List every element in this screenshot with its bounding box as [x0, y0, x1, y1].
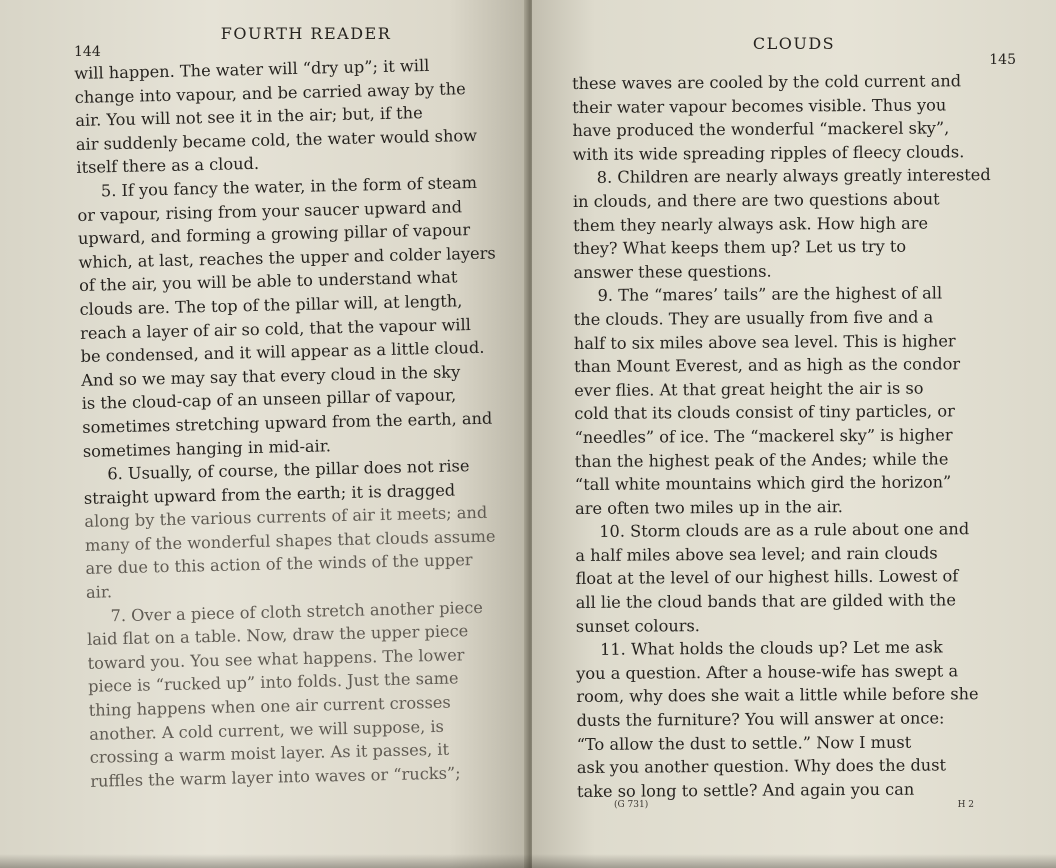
- text-line: sometimes stretching upward from the earth, and: [82, 408, 493, 437]
- text-line: ever flies. At that great height the air is so: [574, 378, 924, 400]
- text-line: ask you another question. Why does the dust: [576, 755, 947, 778]
- signature-mark: (G 731): [614, 800, 649, 810]
- text-line: sunset colours.: [575, 615, 700, 636]
- text-line: of the air, you will be able to understand what: [78, 267, 458, 296]
- text-line: they? What keeps them up? Let us try to: [573, 236, 907, 259]
- text-line: are often two miles up in the air.: [574, 496, 843, 518]
- text-line: a half miles above sea level; and rain clouds: [575, 543, 938, 565]
- text-line: room, why does she wait a little while before she: [576, 684, 979, 707]
- text-line: cold that its clouds consist of tiny particles, or: [574, 401, 955, 424]
- paragraph-7-start: 7. Over a piece of cloth stretch another piece: [110, 597, 484, 625]
- text-line: is the cloud-cap of an unseen pillar of vapour,: [81, 385, 457, 414]
- page-edge-shadow: [0, 854, 1056, 868]
- text-line: “needles” of ice. The “mackerel sky” is higher: [574, 425, 953, 447]
- paragraph-10-start: 10. Storm clouds are as a rule about one and: [599, 519, 970, 542]
- text-line: their water vapour becomes visible. Thus you: [572, 94, 947, 117]
- right-page-header: [572, 34, 1016, 72]
- signature-letter: H 2: [957, 800, 974, 810]
- running-title-fourth-reader: FOURTH READER: [220, 24, 392, 43]
- page-number-145: 145: [989, 52, 1016, 68]
- text-line: all lie the cloud bands that are gilded with the: [575, 590, 956, 613]
- text-line: float at the level of our highest hills. Lowest of: [575, 566, 959, 589]
- text-line: which, at last, reaches the upper and colder layers: [78, 243, 496, 272]
- text-line: half to six miles above sea level. This is higher: [573, 330, 956, 353]
- text-line: along by the various currents of air it meets; and: [84, 503, 488, 532]
- text-line: clouds are. The top of the pillar will, at length,: [79, 291, 463, 319]
- text-line: many of the wonderful shapes that clouds assume: [84, 526, 496, 555]
- text-line: sometimes hanging in mid-air.: [82, 435, 332, 461]
- text-line: air. You will not see it in the air; but, if the: [75, 103, 423, 131]
- text-line: “To allow the dust to settle.” Now I must: [576, 732, 912, 754]
- text-line: these waves are cooled by the cold current and: [572, 71, 962, 93]
- paragraph-9-start: 9. The “mares’ tails” are the highest of all: [597, 283, 943, 306]
- text-line: be condensed, and it will appear as a little cloud.: [80, 337, 485, 367]
- text-line: change into vapour, and be carried away by the: [74, 78, 466, 107]
- text-line: with its wide spreading ripples of fleecy clouds.: [572, 142, 965, 164]
- text-line: answer these questions.: [573, 261, 772, 282]
- paragraph-6-start: 6. Usually, of course, the pillar does not rise: [107, 456, 470, 484]
- text-line: will happen. The water will “dry up”; it will: [74, 55, 430, 83]
- text-line: toward you. You see what happens. The lower: [87, 645, 465, 673]
- right-page: [532, 0, 1056, 868]
- text-line: air.: [85, 582, 113, 602]
- right-page-text: [572, 69, 1021, 803]
- text-line: than Mount Everest, and as high as the condor: [573, 354, 961, 377]
- page-number-144: 144: [74, 44, 101, 60]
- text-line: them they nearly always ask. How high are: [573, 213, 929, 235]
- text-line: or vapour, rising from your saucer upward and: [77, 196, 463, 225]
- text-line: reach a layer of air so cold, that the vapour will: [79, 314, 472, 343]
- text-line: take so long to settle? And again you can: [576, 779, 915, 801]
- text-line: laid flat on a table. Now, draw the upper piece: [86, 621, 469, 650]
- text-line: ruffles the warm layer into waves or “rucks”;: [90, 763, 461, 791]
- text-line: in clouds, and there are two questions about: [572, 189, 940, 211]
- paragraph-11-start: 11. What holds the clouds up? Let me ask: [599, 637, 943, 660]
- text-line: thing happens when one air current crosses: [88, 692, 451, 720]
- text-line: are due to this action of the winds of the upper: [85, 550, 473, 579]
- text-line: the clouds. They are usually from five and a: [573, 307, 934, 329]
- paragraph-5-start: 5. If you fancy the water, in the form of steam: [100, 172, 478, 201]
- left-page-text: [74, 52, 514, 793]
- text-line: piece is “rucked up” into folds. Just the same: [87, 668, 459, 697]
- text-line: And so we may say that every cloud in the sky: [81, 362, 461, 390]
- text-line: upward, and forming a growing pillar of vapour: [77, 220, 471, 249]
- text-line: “tall white mountains which gird the horizon”: [574, 472, 952, 495]
- running-title-clouds: CLOUDS: [752, 34, 836, 53]
- paragraph-8-start: 8. Children are nearly always greatly interested: [596, 165, 991, 188]
- text-line: you a question. After a house-wife has swept a: [576, 661, 959, 683]
- text-line: air suddenly became cold, the water would show: [75, 125, 478, 154]
- text-line: straight upward from the earth; it is dragged: [83, 480, 456, 508]
- text-line: dusts the furniture? You will answer at once:: [576, 708, 945, 731]
- text-line: crossing a warm moist layer. As it passes, it: [89, 739, 450, 768]
- text-line: have produced the wonderful “mackerel sky”,: [572, 118, 950, 141]
- text-line: another. A cold current, we will suppose, is: [89, 716, 445, 744]
- text-line: than the highest peak of the Andes; while the: [574, 448, 949, 471]
- text-line: itself there as a cloud.: [76, 154, 260, 178]
